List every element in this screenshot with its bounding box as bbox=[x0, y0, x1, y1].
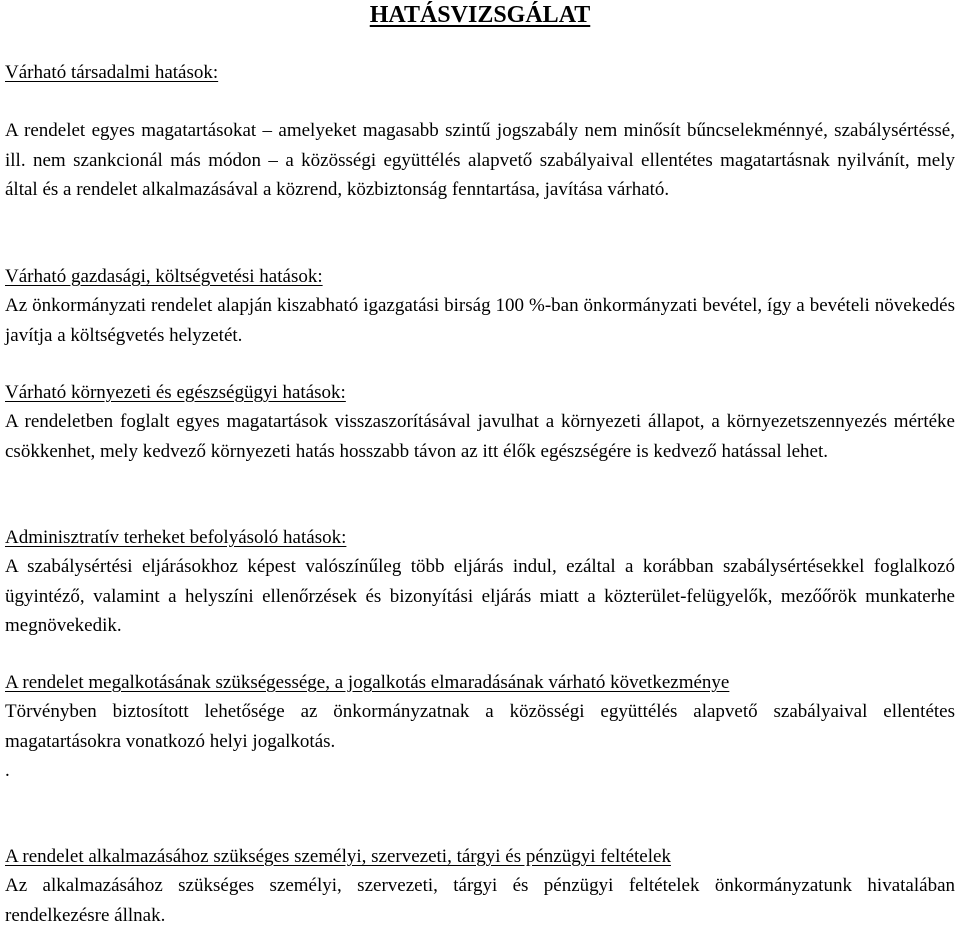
section-social-impact bbox=[5, 58, 955, 87]
trailing-dot: . bbox=[5, 760, 10, 781]
section-body: A rendelet egyes magatartásokat – amelyeket magasabb szintű jogszabály nem minősít bűncselekménnyé, szabálysértéssé, ill. nem szankcionál más módon – a közösségi együttélés alapvető szabályaival ellentétes magatartásnak nyilvánít, mely által és a rendelet alkalmazásával a közrend, közbiztonság fenntartása, javítása várható. bbox=[5, 120, 955, 200]
section-necessity bbox=[5, 668, 955, 786]
section-body: Az önkormányzati rendelet alapján kiszabható igazgatási birság 100 %-ban önkormányzati bevétel, így a bevételi növekedés javítja a költségvetés helyzetét. bbox=[5, 295, 955, 346]
document-title: HATÁSVIZSGÁLAT bbox=[369, 2, 591, 28]
section-social-impact-body bbox=[5, 116, 955, 205]
section-body: A szabálysértési eljárásokhoz képest valószínűleg több eljárás indul, ezáltal a korábban szabálysértésekkel foglalkozó ügyintéző, valamint a helyszíni ellenőrzések és bizonyítási eljárás miatt a közterület-felügyelők, mezőőrök munkaterhe megnövekedik. bbox=[5, 556, 955, 636]
section-environmental-impact bbox=[5, 378, 955, 466]
section-body: Az alkalmazásához szükséges személyi, szervezeti, tárgyi és pénzügyi feltételek önkormányzatunk hivatalában rendelkezésre állnak. bbox=[5, 875, 955, 926]
section-heading: Várható társadalmi hatások: bbox=[5, 62, 219, 83]
section-economic-impact bbox=[5, 262, 955, 350]
section-heading: Adminisztratív terheket befolyásoló hatások: bbox=[5, 527, 347, 548]
section-heading: A rendelet megalkotásának szükségessége, a jogalkotás elmaradásának várható következménye bbox=[5, 672, 730, 693]
section-administrative-impact bbox=[5, 523, 955, 641]
section-body: A rendeletben foglalt egyes magatartások visszaszorításával javulhat a környezeti állapot, a környezetszennyezés mértéke csökkenhet, mely kedvező környezeti hatás hosszabb távon az itt élők egészségére is kedvező hatással lehet. bbox=[5, 411, 955, 462]
section-heading: A rendelet alkalmazásához szükséges személyi, szervezeti, tárgyi és pénzügyi feltételek bbox=[5, 846, 671, 867]
section-conditions bbox=[5, 842, 955, 930]
section-body: Törvényben biztosított lehetősége az önkormányzatnak a közösségi együttélés alapvető szabályaival ellentétes magatartásokra vonatkozó helyi jogalkotás. bbox=[5, 701, 955, 752]
section-heading: Várható környezeti és egészségügyi hatások: bbox=[5, 382, 346, 403]
section-heading: Várható gazdasági, költségvetési hatások: bbox=[5, 266, 323, 287]
